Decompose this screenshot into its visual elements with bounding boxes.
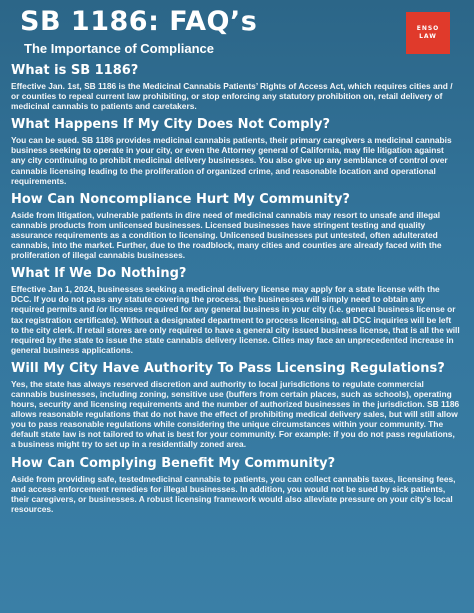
faq-section-what-is xyxy=(10,63,464,111)
logo-line-1: ENSO xyxy=(416,25,440,32)
header xyxy=(10,0,464,60)
faq-heading: How Can Noncompliance Hurt My Community? xyxy=(11,191,350,207)
faq-body: Aside from litigation, vulnerable patients in dire need of medicinal cannabis may resort to unsafe and illegal cannabis products from unlicensed businesses. Licensed businesses have stringent testing and quality assurance requirements as a condition to licensing. Unlicensed businesses put untested, often adulterated cannabis, into the market. Further, due to the roadblock, many cities and counties are already faced with the proliferation of illegal cannabis businesses. xyxy=(11,209,442,261)
faq-body: Effective Jan. 1st, SB 1186 is the Medicinal Cannabis Patients’ Rights of Access Act, which requires cities and / or counties to repeal current law prohibiting, or stop enforcing any statutory prohibition on, retail delivery of medicinal cannabis to patients and caretakers. xyxy=(11,81,453,112)
faq-heading: What is SB 1186? xyxy=(11,63,139,78)
faq-section-benefits xyxy=(10,456,464,514)
faq-heading: How Can Complying Benefit My Community? xyxy=(11,455,336,471)
page-title: SB 1186: FAQ’s xyxy=(20,6,258,37)
faq-body: You can be sued. SB 1186 provides medicinal cannabis patients, their primary caregivers a medicinal cannabis business seeking to operate in your city, or even the Attorney general of California, may file litigation against any city continuing to prohibit medicinal delivery businesses. You also give up any semblance of control over cannabis licensing leading to the proliferation of organized crime, and reasonable location and operational requirements. xyxy=(11,135,452,186)
faq-section-community-harm xyxy=(10,192,464,260)
logo-line-2: LAW xyxy=(419,33,437,40)
faq-section-noncompliance-consequence xyxy=(10,117,464,185)
faq-heading: Will My City Have Authority To Pass Licensing Regulations? xyxy=(11,360,445,376)
page-subtitle: The Importance of Compliance xyxy=(24,41,214,56)
faq-heading: What If We Do Nothing? xyxy=(11,266,187,282)
faq-heading: What Happens If My City Does Not Comply? xyxy=(11,117,331,133)
faq-body: Aside from providing safe, testedmedicinal cannabis to patients, you can collect cannabis taxes, licensing fees, and access enforcement remedies for illegal businesses. In addition, you would not be sued by sick patients, their caregivers, or businesses. A robust licensing framework would also alleviate pressure on your city’s local resources. xyxy=(11,473,456,514)
faq-section-do-nothing xyxy=(10,266,464,355)
faq-section-licensing-authority xyxy=(10,361,464,450)
faq-body: Yes, the state has always reserved discretion and authority to local jurisdictions to regulate commercial cannabis businesses, including zoning, sensitive use (buffers from certain places, such as schools), operating hours, security and licensing requirements and the number of authorized businesses in the jurisdiction. SB 1186 allows reasonable regulations that do not have the effect of prohibiting medical delivery sales, but will still allow you to pass reasonable regulations while considering the unique circumstances within your community. The default state law is not tailored to what is best for your community. For example: if you do not pass regulations, a business might try to set up in a residentially zoned area. xyxy=(11,378,460,450)
faq-body: Effective Jan 1, 2024, businesses seeking a medicinal delivery license may apply for a state license with the DCC. If you do not pass any statute covering the process, the businesses will simply need to obtain any required permits and /or licenses required for any general business in your city (i.e. general business license or tax registration certificate). Without a designated department to process licensing, all DCC inquiries will be left to the city clerk. If retail stores are only required to have a general city issued business license, that is all the will required by the state to issue the state cannabis delivery license. Cities may face an unprecedented increase in general business applications. xyxy=(11,284,460,355)
enso-law-logo xyxy=(406,12,450,54)
